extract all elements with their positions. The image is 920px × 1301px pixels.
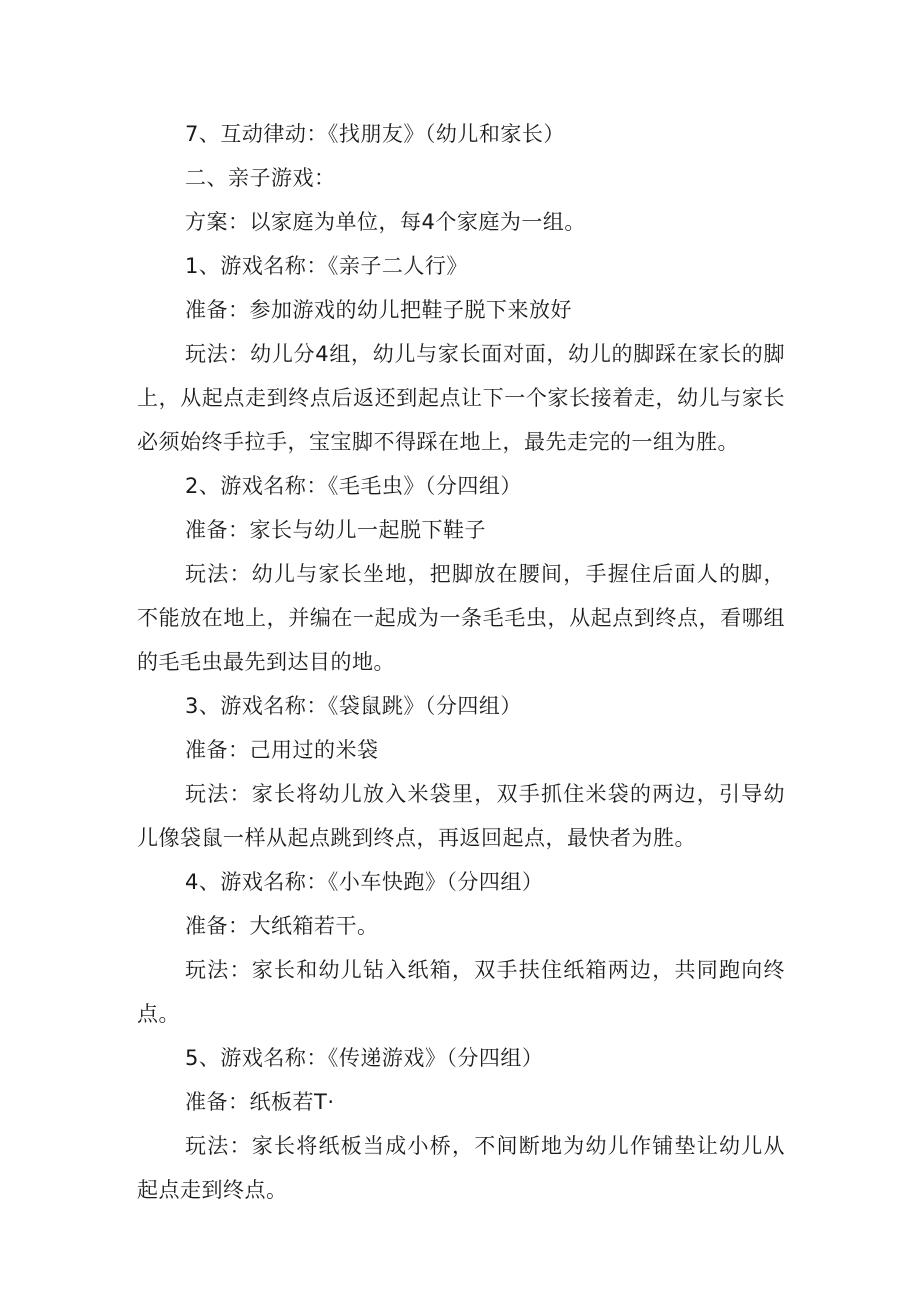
game-5-title: 5、游戏名称：《传递游戏》（分四组）	[185, 1046, 544, 1070]
game-1-preparation: 准备：参加游戏的幼儿把鞋子脱下来放好	[185, 298, 572, 322]
game-3-preparation: 准备：己用过的米袋	[185, 738, 379, 762]
section-heading-parent-child-games: 二、亲子游戏：	[185, 166, 336, 190]
game-4-rules: 玩法：家长和幼儿钻入纸箱，双手扶住纸箱两边，共同跑向终点。	[137, 958, 785, 1026]
game-3-rules: 玩法：家长将幼儿放入米袋里，双手抓住米袋的两边，引导幼儿像袋鼠一样从起点跳到终点，再返回起点，最快者为胜。	[137, 782, 785, 850]
game-1-title: 1、游戏名称：《亲子二人行》	[185, 254, 468, 278]
game-3-title: 3、游戏名称：《袋鼠跳》（分四组）	[185, 694, 522, 718]
game-4-preparation: 准备：大纸箱若干。	[185, 914, 379, 938]
game-2-title: 2、游戏名称：《毛毛虫》（分四组）	[185, 474, 522, 498]
game-4-title: 4、游戏名称：《小车快跑》（分四组）	[185, 870, 544, 894]
game-2-rules: 玩法：幼儿与家长坐地，把脚放在腰间，手握住后面人的脚，不能放在地上，并编在一起成为一条毛毛虫，从起点到终点，看哪组的毛毛虫最先到达目的地。	[137, 562, 785, 674]
document-body	[137, 112, 785, 1212]
game-2-preparation: 准备：家长与幼儿一起脱下鞋子	[185, 518, 486, 542]
game-5-rules: 玩法：家长将纸板当成小桥，不间断地为幼儿作铺垫让幼儿从起点走到终点。	[137, 1134, 785, 1202]
game-1-rules: 玩法：幼儿分4组，幼儿与家长面对面，幼儿的脚踩在家长的脚上，从起点走到终点后返还到起点让下一个家长接着走，幼儿与家长必须始终手拉手，宝宝脚不得踩在地上，最先走完的一组为胜。	[137, 342, 785, 454]
plan-text: 方案：以家庭为单位，每4个家庭为一组。	[185, 210, 586, 234]
activity-heading-interactive-rhythm: 7、互动律动：《找朋友》（幼儿和家长）	[185, 122, 565, 146]
game-5-preparation: 准备：纸板若T·	[185, 1090, 335, 1114]
